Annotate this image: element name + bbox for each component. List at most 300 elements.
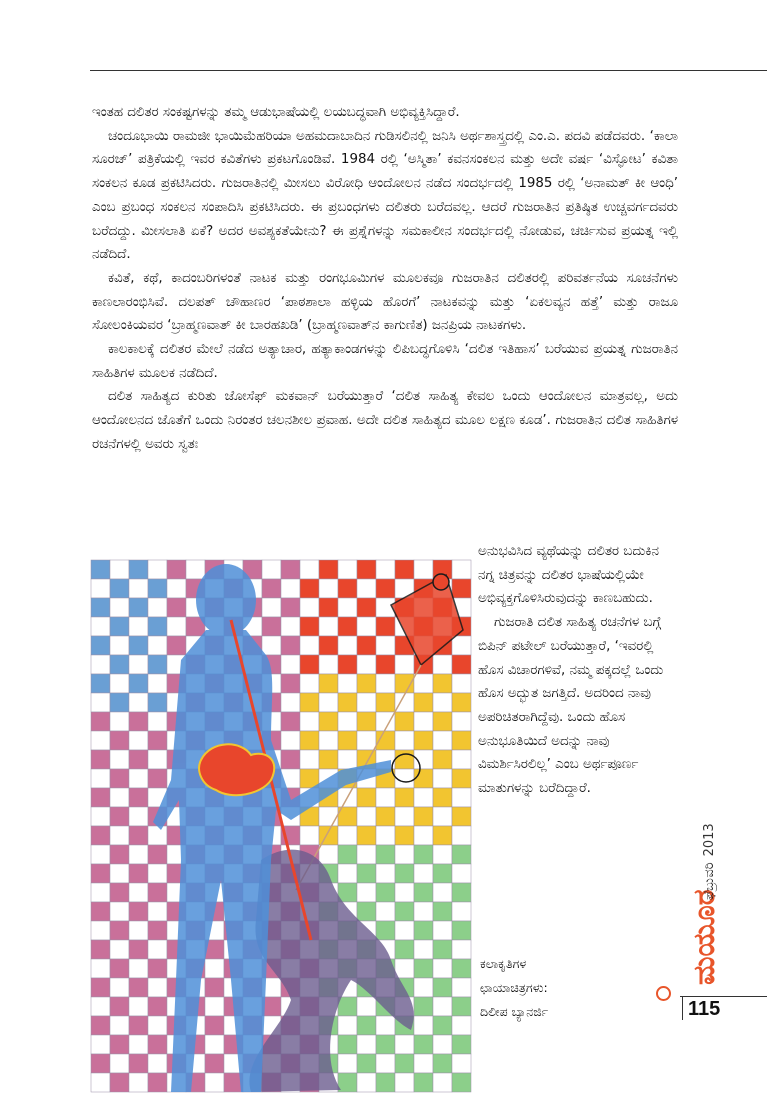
- artwork-tile: [414, 864, 433, 883]
- artwork-tile: [338, 617, 357, 636]
- artwork-tile: [300, 731, 319, 750]
- artwork-tile: [110, 883, 129, 902]
- artwork-tile: [414, 712, 433, 731]
- artwork-tile: [319, 598, 338, 617]
- artwork-tile: [452, 883, 471, 902]
- artwork-tile: [148, 1016, 167, 1035]
- artwork-tile: [319, 750, 338, 769]
- artwork-tile: [129, 1035, 148, 1054]
- artwork-tile: [148, 940, 167, 959]
- artwork-tile: [148, 883, 167, 902]
- artwork-tile: [91, 636, 110, 655]
- artwork-tile: [376, 807, 395, 826]
- artwork-tile: [110, 579, 129, 598]
- artwork-tile: [376, 864, 395, 883]
- artwork-tile: [357, 1016, 376, 1035]
- artwork-tile: [148, 560, 167, 579]
- artwork-tile: [414, 560, 433, 579]
- artwork-tile: [300, 598, 319, 617]
- artwork-tile: [262, 560, 281, 579]
- artwork-tile: [452, 750, 471, 769]
- artwork-tile: [452, 693, 471, 712]
- side-paragraph-1: ಅನುಭವಿಸಿದ ವ್ಯಥೆಯನ್ನು ದಲಿತರ ಬದುಕಿನ ನಗ್ನ ಚಿತ್ರವನ್ನು ದಲಿತರ ಭಾಷೆಯಲ್ಲಿಯೇ ಅಭಿವ್ಯಕ್ತಗೊಳಿಸಿರುವುದನ್ನು ಕಾಣಬಹುದು.: [478, 544, 659, 607]
- artwork-tile: [338, 598, 357, 617]
- paragraph-2: ಚಂದೂಭಾಯಿ ರಾಮಜೀ ಭಾಯಿಮೆಹರಿಯಾ ಅಹಮದಾಬಾದಿನ ಗುಡಿಸಲಿನಲ್ಲಿ ಜನಿಸಿ ಅರ್ಥಶಾಸ್ತ್ರದಲ್ಲಿ ಎಂ.ಎ. ಪದವಿ ಪಡೆದವರು. ‘ಕಾಲಾ ಸೂರಜ್’ ಪತ್ರಿಕೆಯಲ್ಲಿ ಇವರ ಕವಿತೆಗಳು ಪ್ರಕಟಗೊಂಡಿವೆ. 1984 ರಲ್ಲಿ ‘ಅಸ್ಮಿತಾ’ ಕವನಸಂಕಲನ ಮತ್ತು ಅದೇ ವರ್ಷ ‘ವಿಸ್ಫೋಟ’ ಕವಿತಾ ಸಂಕಲನ ಕೂಡ ಪ್ರಕಟಿಸಿದರು. ಗುಜರಾತಿನಲ್ಲಿ ಮೀಸಲು ವಿರೋಧಿ ಆಂದೋಲನ ನಡೆದ ಸಂದರ್ಭದಲ್ಲಿ 1985 ರಲ್ಲಿ ‘ಅನಾಮತ್ ಕೀ ಆಂಧಿ’ ಎಂಬ ಪ್ರಬಂಧ ಸಂಕಲನ ಸಂಪಾದಿಸಿ ಪ್ರಕಟಿಸಿದರು. ಈ ಪ್ರಬಂಧಗಳು ದಲಿತರು ಬರೆದವಲ್ಲ. ಆದರೆ ಗುಜರಾತಿನ ಪ್ರತಿಷ್ಠಿತ ಉಚ್ಚವರ್ಗದವರು ಬರೆದದ್ದು. ಮೀಸಲಾತಿ ಏಕೆ? ಅದರ ಅವಶ್ಯಕತೆಯೇನು? ಈ ಪ್ರಶ್ನೆಗಳನ್ನು ಸಮಕಾಲೀನ ಸಂದರ್ಭದಲ್ಲಿ ನೋಡುವ, ಚರ್ಚಿಸುವ ಪ್ರಯತ್ನ ಇಲ್ಲಿ ನಡೆದಿದೆ.: [92, 128, 678, 263]
- artwork-tile: [110, 978, 129, 997]
- artwork-tile: [129, 579, 148, 598]
- artwork-tile: [452, 902, 471, 921]
- artwork-tile: [414, 921, 433, 940]
- artwork-tile: [148, 1035, 167, 1054]
- artwork-tile: [452, 1016, 471, 1035]
- artwork-tile: [91, 845, 110, 864]
- artwork-tile: [148, 902, 167, 921]
- artwork-tile: [376, 921, 395, 940]
- caption-line-3: ದಿಲೀಪ ಬ್ಯಾನರ್ಜಿ: [480, 1004, 549, 1019]
- artwork-tile: [167, 560, 186, 579]
- artwork-tile: [148, 769, 167, 788]
- artwork-tile: [110, 769, 129, 788]
- artwork-tile: [338, 731, 357, 750]
- artwork-tile: [414, 940, 433, 959]
- artwork-tile: [338, 845, 357, 864]
- artwork-tile: [338, 579, 357, 598]
- artwork-tile: [376, 693, 395, 712]
- artwork-tile: [91, 921, 110, 940]
- artwork-tile: [452, 655, 471, 674]
- artwork-tile: [319, 712, 338, 731]
- artwork-tile: [148, 731, 167, 750]
- artwork-tile: [357, 598, 376, 617]
- artwork-tile: [110, 921, 129, 940]
- artwork-tile: [452, 921, 471, 940]
- artwork-tile: [91, 598, 110, 617]
- artwork-tile: [357, 636, 376, 655]
- artwork-tile: [414, 883, 433, 902]
- artwork-tile: [357, 864, 376, 883]
- artwork-tile: [205, 959, 224, 978]
- artwork-tile: [129, 940, 148, 959]
- artwork-tile: [376, 845, 395, 864]
- artwork-tile: [91, 883, 110, 902]
- artwork-tile: [148, 959, 167, 978]
- artwork-tile: [300, 636, 319, 655]
- artwork-tile: [319, 579, 338, 598]
- artwork-tile: [129, 902, 148, 921]
- artwork-tile: [452, 674, 471, 693]
- artwork-tile: [395, 560, 414, 579]
- artwork-tile: [148, 864, 167, 883]
- artwork-tile: [433, 978, 452, 997]
- artwork-tile: [414, 693, 433, 712]
- artwork-tile: [110, 1073, 129, 1092]
- artwork-tile: [433, 826, 452, 845]
- artwork-tile: [281, 731, 300, 750]
- artwork-tile: [148, 1073, 167, 1092]
- artwork-tile: [452, 997, 471, 1016]
- artwork-tile: [319, 655, 338, 674]
- artwork-figure: [91, 560, 463, 1092]
- artwork-tile: [319, 731, 338, 750]
- folio-rule: [680, 996, 767, 997]
- artwork-tile: [281, 560, 300, 579]
- artwork-tile: [357, 826, 376, 845]
- artwork-tile: [433, 1073, 452, 1092]
- artwork-tile: [319, 560, 338, 579]
- artwork-tile: [110, 997, 129, 1016]
- artwork-tile: [148, 978, 167, 997]
- artwork-tile: [338, 712, 357, 731]
- artwork-tile: [129, 1016, 148, 1035]
- artwork-tile: [452, 959, 471, 978]
- artwork-tile: [148, 750, 167, 769]
- artwork-tile: [414, 1016, 433, 1035]
- artwork-tile: [91, 1035, 110, 1054]
- artwork-tile: [357, 807, 376, 826]
- artwork-tile: [376, 655, 395, 674]
- artwork-tile: [452, 845, 471, 864]
- artwork-tile: [148, 997, 167, 1016]
- artwork-tile: [452, 579, 471, 598]
- artwork-tile: [338, 674, 357, 693]
- artwork-tile: [129, 1073, 148, 1092]
- artwork-tile: [110, 617, 129, 636]
- artwork-tile: [205, 1073, 224, 1092]
- artwork-tile: [319, 636, 338, 655]
- artwork-tile: [148, 712, 167, 731]
- folio-rule-vertical: [682, 996, 683, 1020]
- artwork-tile: [433, 902, 452, 921]
- artwork-tile: [129, 560, 148, 579]
- artwork-tile: [357, 617, 376, 636]
- artwork-tile: [376, 1016, 395, 1035]
- artwork-tile: [338, 1035, 357, 1054]
- artwork-tile: [129, 731, 148, 750]
- artwork-tile: [357, 731, 376, 750]
- artwork-tile: [433, 788, 452, 807]
- artwork-tile: [395, 788, 414, 807]
- artwork-tile: [91, 731, 110, 750]
- artwork-tile: [452, 1035, 471, 1054]
- artwork-tile: [395, 712, 414, 731]
- artwork-tile: [148, 845, 167, 864]
- issue-month: ಫೆಬ್ರುವರಿ: [702, 862, 717, 900]
- artwork-tile: [433, 940, 452, 959]
- artwork-tile: [129, 693, 148, 712]
- artwork-tile: [129, 655, 148, 674]
- artwork-tile: [110, 750, 129, 769]
- artwork-tile: [376, 617, 395, 636]
- artwork-tile: [452, 826, 471, 845]
- artwork-tile: [110, 598, 129, 617]
- artwork-image: [91, 560, 463, 1092]
- artwork-tile: [357, 655, 376, 674]
- artwork-tile: [395, 902, 414, 921]
- artwork-tile: [414, 674, 433, 693]
- artwork-tile: [129, 826, 148, 845]
- artwork-tile: [129, 1054, 148, 1073]
- artwork-tile: [357, 1035, 376, 1054]
- paragraph-4: ಕಾಲಕಾಲಕ್ಕೆ ದಲಿತರ ಮೇಲೆ ನಡೆದ ಅತ್ಯಾಚಾರ, ಹತ್ಯಾಕಾಂಡಗಳನ್ನು ಲಿಪಿಬದ್ಧಗೊಳಿಸಿ ‘ದಲಿತ ಇತಿಹಾಸ’ ಬರೆಯುವ ಪ್ರಯತ್ನ ಗುಜರಾತಿನ ಸಾಹಿತಿಗಳ ಮೂಲಕ ನಡೆದಿದೆ.: [92, 342, 678, 381]
- artwork-tile: [452, 560, 471, 579]
- circle-ornament: [656, 986, 671, 1001]
- artwork-tile: [433, 1035, 452, 1054]
- artwork-tile: [376, 826, 395, 845]
- artwork-tile: [414, 997, 433, 1016]
- artwork-tile: [300, 712, 319, 731]
- artwork-tile: [357, 1073, 376, 1092]
- artwork-tile: [433, 921, 452, 940]
- artwork-tile: [110, 712, 129, 731]
- artwork-tile: [452, 769, 471, 788]
- artwork-tile: [300, 826, 319, 845]
- artwork-tile: [205, 1016, 224, 1035]
- artwork-tile: [376, 1054, 395, 1073]
- artwork-tile: [338, 636, 357, 655]
- artwork-tile: [414, 1073, 433, 1092]
- artwork-tile: [338, 997, 357, 1016]
- artwork-tile: [262, 579, 281, 598]
- artwork-tile: [338, 1016, 357, 1035]
- artwork-kite-ball: [433, 574, 449, 590]
- artwork-tile: [395, 731, 414, 750]
- artwork-tile: [148, 693, 167, 712]
- artwork-tile: [357, 712, 376, 731]
- artwork-tile: [129, 845, 148, 864]
- artwork-tile: [281, 712, 300, 731]
- artwork-tile: [300, 560, 319, 579]
- artwork-tile: [433, 807, 452, 826]
- artwork-tile: [376, 788, 395, 807]
- artwork-tile: [433, 693, 452, 712]
- artwork-tile: [110, 1054, 129, 1073]
- artwork-tile: [452, 1054, 471, 1073]
- artwork-tile: [395, 845, 414, 864]
- artwork-tile: [319, 617, 338, 636]
- artwork-tile: [91, 826, 110, 845]
- artwork-tile: [110, 864, 129, 883]
- artwork-tile: [395, 1073, 414, 1092]
- artwork-tile: [452, 731, 471, 750]
- artwork-tile: [338, 750, 357, 769]
- artwork-tile: [452, 712, 471, 731]
- side-column: [478, 540, 678, 801]
- artwork-tile: [129, 674, 148, 693]
- artwork-tile: [414, 1035, 433, 1054]
- artwork-tile: [376, 636, 395, 655]
- artwork-tile: [129, 807, 148, 826]
- artwork-tile: [148, 1054, 167, 1073]
- artwork-tile: [376, 1035, 395, 1054]
- artwork-tile: [414, 959, 433, 978]
- artwork-tile: [262, 598, 281, 617]
- artwork-tile: [452, 636, 471, 655]
- artwork-tile: [91, 712, 110, 731]
- artwork-tile: [110, 959, 129, 978]
- artwork-tile: [300, 617, 319, 636]
- artwork-tile: [433, 997, 452, 1016]
- artwork-tile: [376, 1073, 395, 1092]
- artwork-tile: [91, 617, 110, 636]
- artwork-tile: [205, 1035, 224, 1054]
- paragraph-1: ಇಂತಹ ದಲಿತರ ಸಂಕಷ್ಟಗಳನ್ನು ತಮ್ಮ ಆಡುಭಾಷೆಯಲ್ಲಿ ಲಯಬದ್ಧವಾಗಿ ಅಭಿವ್ಯಕ್ತಿಸಿದ್ದಾರೆ.: [92, 105, 460, 120]
- artwork-tile: [433, 883, 452, 902]
- artwork-tile: [91, 997, 110, 1016]
- artwork-tile: [414, 807, 433, 826]
- artwork-tile: [357, 693, 376, 712]
- artwork-tile: [376, 902, 395, 921]
- artwork-tile: [452, 978, 471, 997]
- artwork-tile: [319, 807, 338, 826]
- artwork-tile: [357, 845, 376, 864]
- artwork-tile: [338, 826, 357, 845]
- artwork-tile: [395, 1035, 414, 1054]
- artwork-tile: [338, 655, 357, 674]
- artwork-tile: [414, 1054, 433, 1073]
- artwork-tile: [186, 560, 205, 579]
- artwork-tile: [319, 674, 338, 693]
- artwork-tile: [338, 1054, 357, 1073]
- artwork-tile: [281, 750, 300, 769]
- artwork-tile: [110, 731, 129, 750]
- artwork-tile: [452, 788, 471, 807]
- artwork-tile: [300, 674, 319, 693]
- artwork-tile: [433, 1054, 452, 1073]
- artwork-tile: [91, 560, 110, 579]
- artwork-tile: [148, 921, 167, 940]
- article-body: [92, 101, 678, 457]
- artwork-tile: [110, 655, 129, 674]
- artwork-tile: [433, 959, 452, 978]
- magazine-title: ಮಯೂರ: [687, 889, 722, 985]
- artwork-tile: [376, 560, 395, 579]
- artwork-tile: [395, 807, 414, 826]
- artwork-tile: [414, 826, 433, 845]
- artwork-tile: [91, 655, 110, 674]
- artwork-tile: [300, 579, 319, 598]
- artwork-tile: [91, 750, 110, 769]
- artwork-tile: [205, 978, 224, 997]
- artwork-tile: [205, 1054, 224, 1073]
- artwork-tile: [433, 750, 452, 769]
- artwork-tile: [129, 636, 148, 655]
- artwork-tile: [167, 598, 186, 617]
- caption-line-2: ಛಾಯಾಚಿತ್ರಗಳು:: [480, 980, 548, 995]
- artwork-tile: [110, 940, 129, 959]
- artwork-tile: [148, 674, 167, 693]
- artwork-tile: [395, 940, 414, 959]
- artwork-tile: [262, 636, 281, 655]
- artwork-tile: [110, 826, 129, 845]
- artwork-tile: [167, 617, 186, 636]
- artwork-tile: [376, 674, 395, 693]
- artwork-tile: [300, 655, 319, 674]
- artwork-tile: [452, 1073, 471, 1092]
- artwork-tile: [148, 826, 167, 845]
- artwork-tile: [281, 598, 300, 617]
- artwork-tile: [433, 674, 452, 693]
- artwork-tile: [414, 845, 433, 864]
- artwork-tile: [129, 864, 148, 883]
- artwork-tile: [414, 731, 433, 750]
- artwork-tile: [395, 883, 414, 902]
- artwork-tile: [357, 902, 376, 921]
- artwork-tile: [433, 731, 452, 750]
- artwork-tile: [281, 655, 300, 674]
- artwork-tile: [281, 579, 300, 598]
- artwork-tile: [357, 883, 376, 902]
- artwork-tile: [433, 1016, 452, 1035]
- artwork-tile: [129, 978, 148, 997]
- artwork-tile: [452, 864, 471, 883]
- artwork-tile: [129, 959, 148, 978]
- paragraph-5: ದಲಿತ ಸಾಹಿತ್ಯದ ಕುರಿತು ಜೋಸೆಫ್ ಮಕವಾನ್ ಬರೆಯುತ್ತಾರೆ ‘ದಲಿತ ಸಾಹಿತ್ಯ ಕೇವಲ ಒಂದು ಆಂದೋಲನ ಮಾತ್ರವಲ್ಲ, ಅದು ಆಂದೋಲನದ ಜೊತೆಗೆ ಒಂದು ನಿರಂತರ ಚಲನಶೀಲ ಪ್ರವಾಹ. ಅದೇ ದಲಿತ ಸಾಹಿತ್ಯದ ಮೂಲ ಲಕ್ಷಣ ಕೂಡ’. ಗುಜರಾತಿನ ದಲಿತ ಸಾಹಿತಿಗಳ ರಚನೆಗಳಲ್ಲಿ ಅವರು ಸ್ವತಃ: [92, 389, 678, 452]
- artwork-tile: [281, 636, 300, 655]
- artwork-tile: [281, 674, 300, 693]
- artwork-tile: [167, 636, 186, 655]
- photo-caption: [480, 952, 650, 1024]
- artwork-tile: [148, 579, 167, 598]
- artwork-tile: [281, 617, 300, 636]
- artwork-tile: [433, 712, 452, 731]
- artwork-tile: [91, 1016, 110, 1035]
- page-number: 115: [688, 998, 721, 1020]
- artwork-tile: [148, 636, 167, 655]
- artwork-tile: [452, 807, 471, 826]
- artwork-tile: [300, 693, 319, 712]
- artwork-tile: [205, 997, 224, 1016]
- artwork-tile: [395, 921, 414, 940]
- artwork-tile: [433, 655, 452, 674]
- artwork-tile: [319, 845, 338, 864]
- artwork-tile: [91, 807, 110, 826]
- artwork-tile: [433, 845, 452, 864]
- artwork-tile: [338, 560, 357, 579]
- artwork-tile: [91, 788, 110, 807]
- artwork-tile: [91, 769, 110, 788]
- artwork-tile: [452, 940, 471, 959]
- artwork-tile: [110, 693, 129, 712]
- artwork-tile: [110, 1016, 129, 1035]
- artwork-tile: [129, 750, 148, 769]
- artwork-tile: [148, 655, 167, 674]
- artwork-tile: [414, 788, 433, 807]
- artwork-tile: [338, 1073, 357, 1092]
- artwork-tile: [357, 997, 376, 1016]
- artwork-tile: [414, 902, 433, 921]
- artwork-tile: [91, 864, 110, 883]
- artwork-tile: [376, 579, 395, 598]
- artwork-tile: [357, 788, 376, 807]
- artwork-tile: [129, 921, 148, 940]
- artwork-tile: [414, 978, 433, 997]
- artwork-tile: [357, 579, 376, 598]
- artwork-tile: [300, 750, 319, 769]
- artwork-tile: [129, 712, 148, 731]
- artwork-tile: [338, 864, 357, 883]
- artwork-tile: [91, 1054, 110, 1073]
- artwork-tile: [395, 826, 414, 845]
- artwork-tile: [433, 864, 452, 883]
- top-rule: [90, 70, 767, 71]
- artwork-tile: [395, 959, 414, 978]
- artwork-tile: [110, 788, 129, 807]
- artwork-tile: [91, 959, 110, 978]
- artwork-tile: [433, 769, 452, 788]
- artwork-tile: [129, 769, 148, 788]
- side-paragraph-2: ಗುಜರಾತಿ ದಲಿತ ಸಾಹಿತ್ಯ ರಚನೆಗಳ ಬಗ್ಗೆ ಬಿಪಿನ್ ಪಟೇಲ್ ಬರೆಯುತ್ತಾರೆ, ‘ಇವರಲ್ಲಿ ಹೊಸ ವಿಚಾರಗಳಿವೆ, ನಮ್ಮ ಪಕ್ಕದಲ್ಲೆ ಒಂದು ಹೊಸ ಅದ್ಭುತ ಜಗತ್ತಿದೆ. ಅದರಿಂದ ನಾವು ಅಪರಿಚಿತರಾಗಿದ್ದೆವು. ಒಂದು ಹೊಸ ಅನುಭೂತಿಯಿದೆ ಅದನ್ನು ನಾವು ವಿಮರ್ಶಿಸಿರಲಿಲ್ಲ’ ಎಂಬ ಅರ್ಥಪೂರ್ಣ ಮಾತುಗಳನ್ನು ಬರೆದಿದ್ದಾರೆ.: [478, 615, 664, 797]
- artwork-tile: [91, 693, 110, 712]
